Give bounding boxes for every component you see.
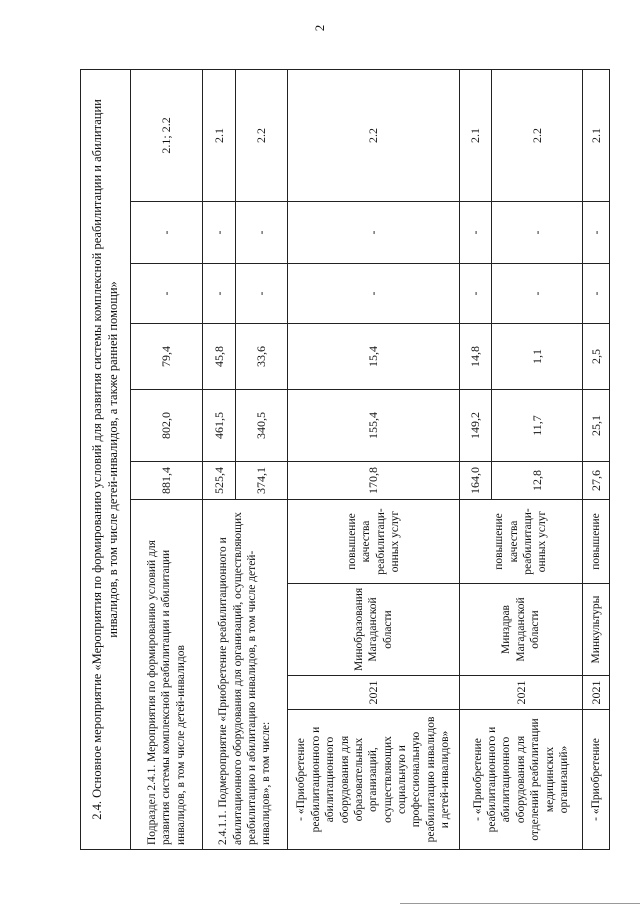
cell-value-4: -	[460, 202, 492, 264]
program-table	[80, 69, 610, 850]
table-row	[583, 69, 610, 849]
cell-value-3: -	[131, 264, 203, 324]
cell-total: 525,4	[203, 462, 236, 500]
row-name: 2.4.1.1. Подмероприятие «Приобретение реабилитационного и абилитационного оборудования для организаций, осуществляющих реабилитацию и абилитацию инвалидов, в том числе детей-инвалидов», в том числе:	[203, 500, 288, 850]
cell-total: 12,8	[492, 462, 583, 500]
cell-value-4: -	[492, 202, 583, 264]
cell-year: 2021	[583, 676, 610, 710]
cell-value-3: -	[203, 264, 236, 324]
cell-value-4: -	[203, 202, 236, 264]
cell-value-1: 802,0	[131, 390, 203, 462]
cell-result: повышение качества реабилитаци-онных услуг	[288, 500, 460, 584]
cell-value-1: 461,5	[203, 390, 236, 462]
cell-executor: Минкультуры	[583, 584, 610, 676]
cell-total: 170,8	[288, 462, 460, 500]
section-row	[81, 69, 131, 849]
cell-value-1: 25,1	[583, 390, 610, 462]
cell-total: 27,6	[583, 462, 610, 500]
cell-total: 881,4	[131, 462, 203, 500]
cell-value-1: 11,7	[492, 390, 583, 462]
section-title: 2.4. Основное мероприятие «Мероприятия по формированию условий для развития системы комплексной реабилитации и абилитации инвалидов, в том числе детей-инвалидов, а также ранней помощи»	[81, 69, 131, 849]
table-row	[131, 69, 203, 849]
cell-value-3: -	[288, 264, 460, 324]
cell-year: 2021	[288, 676, 460, 710]
cell-value-2: 79,4	[131, 324, 203, 390]
cell-value-2: 2,5	[583, 324, 610, 390]
cell-value-2: 1,1	[492, 324, 583, 390]
cell-value-1: 149,2	[460, 390, 492, 462]
cell-ref: 2.1; 2.2	[131, 69, 203, 201]
cell-value-4: -	[236, 202, 288, 264]
cell-value-4: -	[131, 202, 203, 264]
rotated-table-container	[80, 70, 603, 850]
cell-value-1: 155,4	[288, 390, 460, 462]
row-name: Подраздел 2.4.1. Мероприятия по формированию условий для развития системы комплексной реабилитации и абилитации инвалидов, в том числе детей-инвалидов	[131, 500, 203, 850]
cell-value-3: -	[492, 264, 583, 324]
cell-result: повышение	[583, 500, 610, 584]
row-name: - «Приобретение реабилитационного и абилитационного оборудования для отделений реабилитации медицинских организаций»	[460, 710, 583, 850]
cell-total: 374,1	[236, 462, 288, 500]
cell-value-2: 15,4	[288, 324, 460, 390]
cell-value-3: -	[236, 264, 288, 324]
cell-ref: 2.2	[288, 69, 460, 201]
cell-ref: 2.2	[492, 69, 583, 201]
cell-ref: 2.2	[236, 69, 288, 201]
cell-total: 164,0	[460, 462, 492, 500]
cell-ref: 2.1	[203, 69, 236, 201]
cell-value-2: 14,8	[460, 324, 492, 390]
cell-year: 2021	[460, 676, 583, 710]
table-row	[288, 69, 460, 849]
table-row	[203, 69, 236, 849]
cell-result: повышение качества реабилитаци-онных услуг	[460, 500, 583, 584]
cell-executor: Минздрав Магаданской области	[460, 584, 583, 676]
cell-ref: 2.1	[583, 69, 610, 201]
footer-divider	[400, 903, 640, 904]
row-name: - «Приобретение	[583, 710, 610, 850]
cell-value-4: -	[288, 202, 460, 264]
cell-value-2: 33,6	[236, 324, 288, 390]
cell-value-3: -	[583, 264, 610, 324]
cell-value-1: 340,5	[236, 390, 288, 462]
cell-executor: Минобразования Магаданской области	[288, 584, 460, 676]
cell-value-3: -	[460, 264, 492, 324]
row-name: - «Приобретение реабилитационного и абилитационного оборудования для образовательных организаций, осуществляющих социальную и профессиональную реабилитацию инвалидов и детей-инвалидов»	[288, 710, 460, 850]
cell-value-4: -	[583, 202, 610, 264]
cell-value-2: 45,8	[203, 324, 236, 390]
cell-ref: 2.1	[460, 69, 492, 201]
table-row	[460, 69, 492, 849]
page-number: 2	[312, 24, 327, 32]
